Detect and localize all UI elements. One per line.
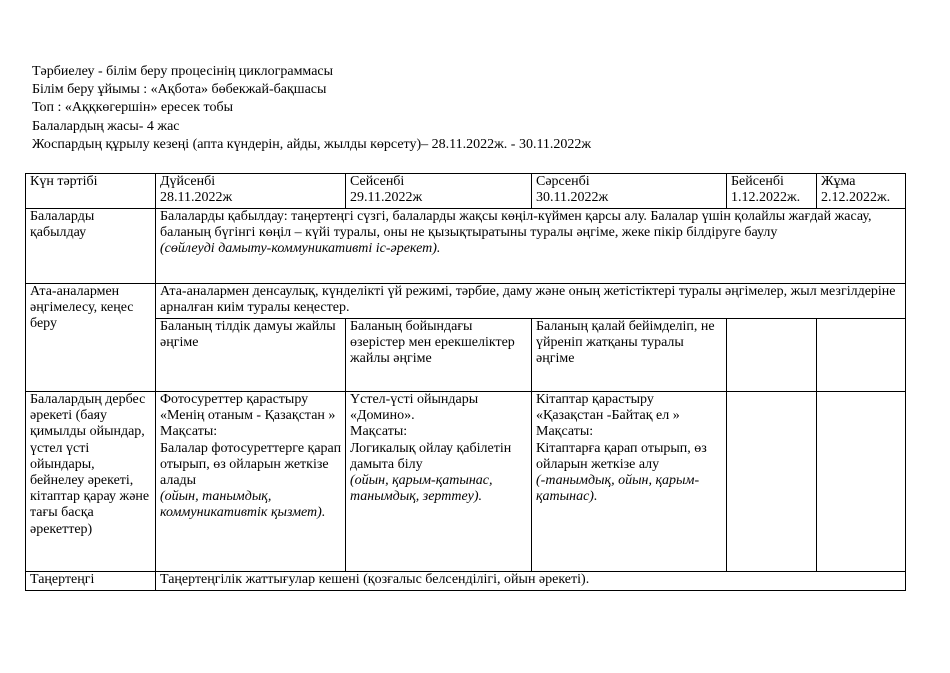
- parents-friday: [817, 319, 906, 392]
- table-header-row: [26, 174, 906, 209]
- header-cell-tuesday: Сейсенбі 29.11.2022ж: [346, 174, 532, 209]
- activity-monday-note: (ойын, танымдық, коммуникативтік қызмет).: [160, 489, 326, 521]
- morning-content: Таңертеңгілік жаттығулар кешені (қозғалыс белсенділігі, ойын әрекеті).: [156, 572, 906, 591]
- group-line: Топ : «Аққкөгершін» ересек тобы: [32, 100, 233, 116]
- activity-label: Балалардың дербес әрекеті (баяу қимылды ойындар, үстел үсті ойындары, бейнелеу әрекеті, кітаптар қарау және тағы басқа әрекеттер): [26, 392, 156, 572]
- header-cell-schedule: Күн тәртібі: [26, 174, 156, 209]
- morning-label: Таңертеңгі: [26, 572, 156, 591]
- parents-row-days: [26, 319, 906, 392]
- activity-wednesday-note: (-танымдық, ойын, қарым-қатынас).: [536, 473, 700, 505]
- reception-note: (сөйлеуді дамыту-коммуникативті іс-әрекет).: [160, 241, 441, 257]
- activity-tuesday: Үстел-үсті ойындары «Домино». Мақсаты: Логикалық ойлау қабілетін дамыта білу (ойын, қарым-қатынас, танымдық, зерттеу).: [346, 392, 532, 572]
- activity-thursday: [727, 392, 817, 572]
- period-line: Жоспардың құрылу кезеңі (апта күндерін, айды, жылды көрсету)– 28.11.2022ж. - 30.11.2022ж: [32, 136, 592, 152]
- parents-monday: Баланың тілдік дамуы жайлы әңгіме: [156, 319, 346, 392]
- reception-row: [26, 209, 906, 284]
- cyclogram-table: [25, 173, 906, 591]
- parents-tuesday: Баланың бойындағы өзерістер мен ерекшеліктер жайлы әңгіме: [346, 319, 532, 392]
- activity-tuesday-note: (ойын, қарым-қатынас, танымдық, зерттеу).: [350, 473, 493, 505]
- header-cell-monday: Дүйсенбі 28.11.2022ж: [156, 174, 346, 209]
- header-cell-thursday: Бейсенбі 1.12.2022ж.: [727, 174, 817, 209]
- reception-label: Балаларды қабылдау: [26, 209, 156, 284]
- parents-label: Ата-аналармен әңгімелесу, кеңес беру: [26, 284, 156, 392]
- document-header: [32, 63, 591, 154]
- parents-general-text: Ата-аналармен денсаулық, күнделікті үй режимі, тәрбие, даму және оның жетістіктері туралы әңгімелер, жыл мезгілдеріне арналған киім туралы кеңестер.: [156, 284, 906, 319]
- organization-line: Білім беру ұйымы : «Ақбота» бөбекжай-бақшасы: [32, 82, 327, 98]
- age-line: Балалардың жасы- 4 жас: [32, 118, 180, 134]
- header-cell-wednesday: Сәрсенбі 30.11.2022ж: [532, 174, 727, 209]
- parents-thursday: [727, 319, 817, 392]
- morning-row: [26, 572, 906, 591]
- parents-row-general: [26, 284, 906, 319]
- parents-wednesday: Баланың қалай бейімделіп, не үйреніп жатқаны туралы әңгіме: [532, 319, 727, 392]
- activity-monday: Фотосуреттер қарастыру «Менің отаным - Қазақстан » Мақсаты: Балалар фотосуреттерге қарап отырып, өз ойларын жеткізе алады (ойын, танымдық, коммуникативтік қызмет).: [156, 392, 346, 572]
- activity-wednesday: Кітаптар қарастыру «Қазақстан -Байтақ ел » Мақсаты: Кітаптарға қарап отырып, өз ойларын жеткізе алу (-танымдық, ойын, қарым-қатынас).: [532, 392, 727, 572]
- reception-content: Балаларды қабылдау: таңертеңгі сүзгі, балаларды жақсы көңіл-күймен қарсы алу. Балалар үшін қолайлы жағдай жасау, баланың бүгінгі көңіл – күйі туралы, оны не қызықтыратыны туралы әңгіме, жеке пікір білдіруге баулу (сөйлеуді дамыту-коммуникативті іс-әрекет).: [156, 209, 906, 284]
- activity-row: [26, 392, 906, 572]
- header-cell-friday: Жұма 2.12.2022ж.: [817, 174, 906, 209]
- activity-friday: [817, 392, 906, 572]
- doc-title: Тәрбиелеу - білім беру процесінің циклограммасы: [32, 64, 334, 79]
